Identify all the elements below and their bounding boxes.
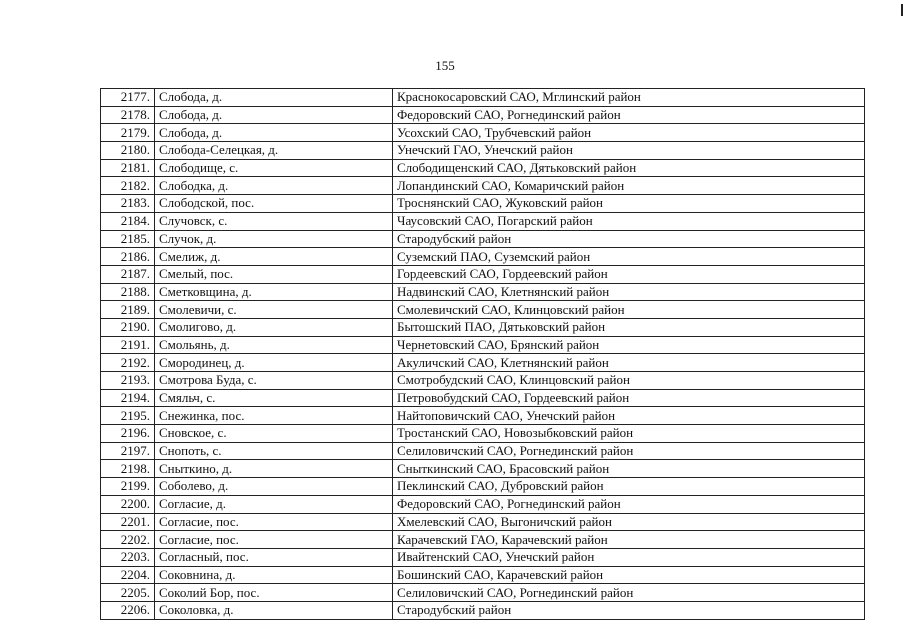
table-row bbox=[101, 106, 865, 124]
row-number-cell: 2198. bbox=[101, 460, 155, 478]
row-number-cell: 2189. bbox=[101, 301, 155, 319]
row-number-cell: 2203. bbox=[101, 548, 155, 566]
row-number-cell: 2192. bbox=[101, 354, 155, 372]
table-row bbox=[101, 159, 865, 177]
district-cell: Стародубский район bbox=[393, 601, 865, 619]
table-row bbox=[101, 495, 865, 513]
settlement-name-cell: Слобода, д. bbox=[155, 124, 393, 142]
district-cell: Чаусовский САО, Погарский район bbox=[393, 212, 865, 230]
settlement-name-cell: Слобода, д. bbox=[155, 89, 393, 107]
table-row bbox=[101, 248, 865, 266]
settlement-name-cell: Смольянь, д. bbox=[155, 336, 393, 354]
table-row bbox=[101, 142, 865, 160]
settlement-name-cell: Смелиж, д. bbox=[155, 248, 393, 266]
district-cell: Усохский САО, Трубчевский район bbox=[393, 124, 865, 142]
row-number-cell: 2184. bbox=[101, 212, 155, 230]
row-number-cell: 2200. bbox=[101, 495, 155, 513]
table-row bbox=[101, 89, 865, 107]
settlements-table bbox=[100, 88, 865, 620]
table-row bbox=[101, 601, 865, 619]
table-row bbox=[101, 548, 865, 566]
row-number-cell: 2181. bbox=[101, 159, 155, 177]
row-number-cell: 2185. bbox=[101, 230, 155, 248]
row-number-cell: 2202. bbox=[101, 531, 155, 549]
district-cell: Найтоповичский САО, Унечский район bbox=[393, 407, 865, 425]
table-row bbox=[101, 283, 865, 301]
table-row bbox=[101, 389, 865, 407]
settlement-name-cell: Слободка, д. bbox=[155, 177, 393, 195]
settlement-name-cell: Соковнина, д. bbox=[155, 566, 393, 584]
table-row bbox=[101, 124, 865, 142]
table-row bbox=[101, 336, 865, 354]
page-edge-mark bbox=[901, 4, 903, 16]
table-row bbox=[101, 318, 865, 336]
page-number: 155 bbox=[435, 58, 455, 73]
district-cell: Лопандинский САО, Комаричский район bbox=[393, 177, 865, 195]
district-cell: Троснянский САО, Жуковский район bbox=[393, 195, 865, 213]
settlement-name-cell: Смотрова Буда, с. bbox=[155, 372, 393, 390]
settlement-name-cell: Сметковщина, д. bbox=[155, 283, 393, 301]
district-cell: Смотробудский САО, Клинцовский район bbox=[393, 372, 865, 390]
row-number-cell: 2186. bbox=[101, 248, 155, 266]
district-cell: Селиловичский САО, Рогнединский район bbox=[393, 584, 865, 602]
district-cell: Унечский ГАО, Унечский район bbox=[393, 142, 865, 160]
district-cell: Краснокосаровский САО, Мглинский район bbox=[393, 89, 865, 107]
row-number-cell: 2205. bbox=[101, 584, 155, 602]
district-cell: Ивайтенский САО, Унечский район bbox=[393, 548, 865, 566]
settlement-name-cell: Снопоть, с. bbox=[155, 442, 393, 460]
row-number-cell: 2199. bbox=[101, 478, 155, 496]
settlement-name-cell: Смородинец, д. bbox=[155, 354, 393, 372]
settlement-name-cell: Сновское, с. bbox=[155, 425, 393, 443]
row-number-cell: 2188. bbox=[101, 283, 155, 301]
district-cell: Тростанский САО, Новозыбковский район bbox=[393, 425, 865, 443]
table-row bbox=[101, 584, 865, 602]
row-number-cell: 2182. bbox=[101, 177, 155, 195]
row-number-cell: 2187. bbox=[101, 265, 155, 283]
table-row bbox=[101, 372, 865, 390]
table-row bbox=[101, 195, 865, 213]
table-row bbox=[101, 513, 865, 531]
row-number-cell: 2196. bbox=[101, 425, 155, 443]
settlement-name-cell: Слобода, д. bbox=[155, 106, 393, 124]
settlement-name-cell: Согласие, д. bbox=[155, 495, 393, 513]
district-cell: Суземский ПАО, Суземский район bbox=[393, 248, 865, 266]
settlement-name-cell: Случовск, с. bbox=[155, 212, 393, 230]
district-cell: Бытошский ПАО, Дятьковский район bbox=[393, 318, 865, 336]
row-number-cell: 2201. bbox=[101, 513, 155, 531]
table-row bbox=[101, 177, 865, 195]
settlement-name-cell: Снежинка, пос. bbox=[155, 407, 393, 425]
table-row bbox=[101, 442, 865, 460]
row-number-cell: 2195. bbox=[101, 407, 155, 425]
settlement-name-cell: Смяльч, с. bbox=[155, 389, 393, 407]
row-number-cell: 2193. bbox=[101, 372, 155, 390]
row-number-cell: 2180. bbox=[101, 142, 155, 160]
table-row bbox=[101, 407, 865, 425]
district-cell: Слободищенский САО, Дятьковский район bbox=[393, 159, 865, 177]
settlement-name-cell: Соболево, д. bbox=[155, 478, 393, 496]
district-cell: Гордеевский САО, Гордеевский район bbox=[393, 265, 865, 283]
table-row bbox=[101, 425, 865, 443]
row-number-cell: 2197. bbox=[101, 442, 155, 460]
table-row bbox=[101, 301, 865, 319]
table-row bbox=[101, 230, 865, 248]
district-cell: Петровобудский САО, Гордеевский район bbox=[393, 389, 865, 407]
district-cell: Карачевский ГАО, Карачевский район bbox=[393, 531, 865, 549]
settlement-name-cell: Сныткино, д. bbox=[155, 460, 393, 478]
settlement-name-cell: Слободской, пос. bbox=[155, 195, 393, 213]
row-number-cell: 2178. bbox=[101, 106, 155, 124]
table-row bbox=[101, 531, 865, 549]
district-cell: Чернетовский САО, Брянский район bbox=[393, 336, 865, 354]
district-cell: Сныткинский САО, Брасовский район bbox=[393, 460, 865, 478]
row-number-cell: 2194. bbox=[101, 389, 155, 407]
row-number-cell: 2206. bbox=[101, 601, 155, 619]
settlement-name-cell: Согласие, пос. bbox=[155, 513, 393, 531]
settlement-name-cell: Смелый, пос. bbox=[155, 265, 393, 283]
settlement-name-cell: Слободище, с. bbox=[155, 159, 393, 177]
row-number-cell: 2183. bbox=[101, 195, 155, 213]
district-cell: Надвинский САО, Клетнянский район bbox=[393, 283, 865, 301]
row-number-cell: 2177. bbox=[101, 89, 155, 107]
district-cell: Пеклинский САО, Дубровский район bbox=[393, 478, 865, 496]
district-cell: Федоровский САО, Рогнединский район bbox=[393, 106, 865, 124]
settlement-name-cell: Соколий Бор, пос. bbox=[155, 584, 393, 602]
table-row bbox=[101, 265, 865, 283]
settlement-name-cell: Смолигово, д. bbox=[155, 318, 393, 336]
settlement-name-cell: Слобода-Селецкая, д. bbox=[155, 142, 393, 160]
table-row bbox=[101, 460, 865, 478]
settlement-name-cell: Согласие, пос. bbox=[155, 531, 393, 549]
settlement-name-cell: Смолевичи, с. bbox=[155, 301, 393, 319]
district-cell: Селиловичский САО, Рогнединский район bbox=[393, 442, 865, 460]
settlement-name-cell: Случок, д. bbox=[155, 230, 393, 248]
district-cell: Хмелевский САО, Выгоничский район bbox=[393, 513, 865, 531]
table-body bbox=[101, 89, 865, 620]
district-cell: Бошинский САО, Карачевский район bbox=[393, 566, 865, 584]
settlement-name-cell: Согласный, пос. bbox=[155, 548, 393, 566]
table-row bbox=[101, 212, 865, 230]
row-number-cell: 2204. bbox=[101, 566, 155, 584]
row-number-cell: 2191. bbox=[101, 336, 155, 354]
table-row bbox=[101, 354, 865, 372]
row-number-cell: 2179. bbox=[101, 124, 155, 142]
settlement-name-cell: Соколовка, д. bbox=[155, 601, 393, 619]
district-cell: Федоровский САО, Рогнединский район bbox=[393, 495, 865, 513]
table-row bbox=[101, 566, 865, 584]
district-cell: Акуличский САО, Клетнянский район bbox=[393, 354, 865, 372]
district-cell: Стародубский район bbox=[393, 230, 865, 248]
table-row bbox=[101, 478, 865, 496]
district-cell: Смолевичский САО, Клинцовский район bbox=[393, 301, 865, 319]
row-number-cell: 2190. bbox=[101, 318, 155, 336]
